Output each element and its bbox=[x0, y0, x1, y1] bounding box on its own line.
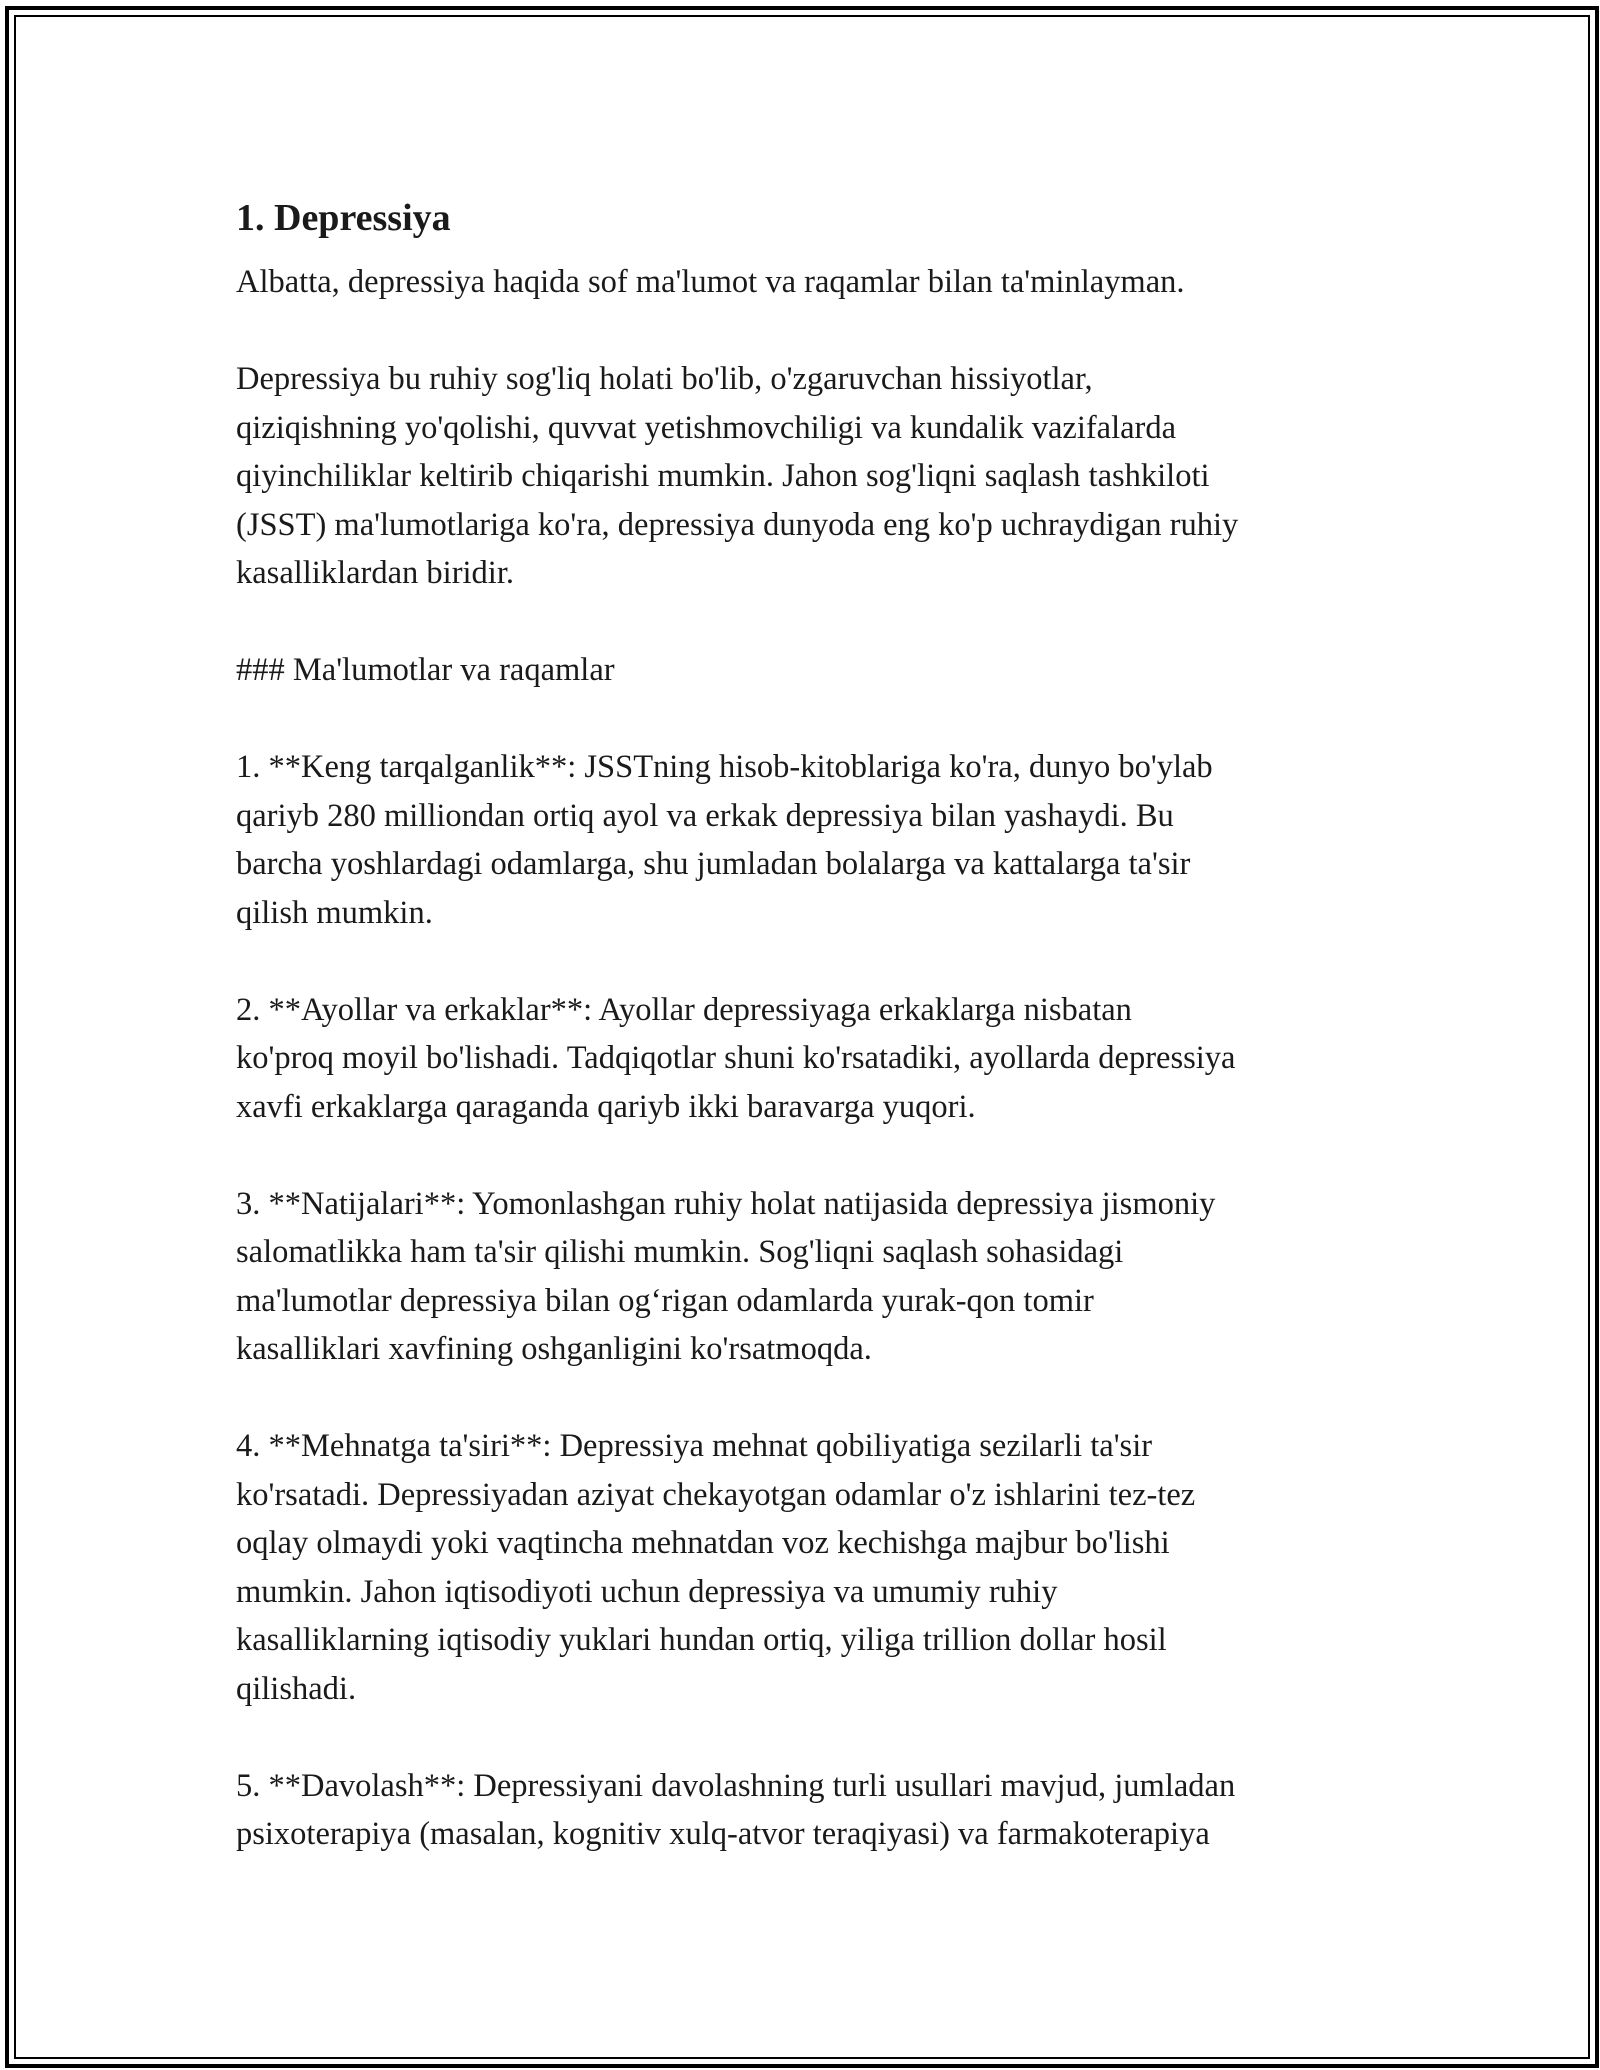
text-line: 2. **Ayollar va erkaklar**: Ayollar depressiyaga erkaklarga nisbatan bbox=[236, 991, 1132, 1028]
paragraph-item-5 bbox=[236, 1762, 1411, 1859]
text-line: qariyb 280 milliondan ortiq ayol va erkak depressiya bilan yashaydi. Bu bbox=[236, 797, 1174, 834]
paragraph-item-2 bbox=[236, 986, 1411, 1132]
text-line: salomatlikka ham ta'sir qilishi mumkin. Sog'liqni saqlash sohasidagi bbox=[236, 1234, 1124, 1270]
text-line: psixoterapiya (masalan, kognitiv xulq-atvor teraqiyasi) va farmakoterapiya bbox=[236, 1816, 1210, 1852]
text-line: kasalliklardan biridir. bbox=[236, 555, 514, 591]
text-line: mumkin. Jahon iqtisodiyoti uchun depressiya va umumiy ruhiy bbox=[236, 1573, 1058, 1610]
document-title: 1. Depressiya bbox=[236, 197, 451, 239]
text-line: ### Ma'lumotlar va raqamlar bbox=[236, 652, 615, 688]
text-line: qilishadi. bbox=[236, 1670, 357, 1707]
text-line: ko'proq moyil bo'lishadi. Tadqiqotlar shuni ko'rsatadiki, ayollarda depressiya bbox=[236, 1040, 1236, 1076]
paragraph-item-1 bbox=[236, 743, 1411, 937]
document-page bbox=[236, 180, 1411, 1907]
text-line: oqlay olmaydi yoki vaqtincha mehnatdan voz kechishga majbur bo'lishi bbox=[236, 1525, 1170, 1561]
text-line: ko'rsatadi. Depressiyadan aziyat chekayotgan odamlar o'z ishlarini tez-tez bbox=[236, 1476, 1196, 1513]
paragraph-definition bbox=[236, 355, 1411, 598]
text-line: (JSST) ma'lumotlariga ko'ra, depressiya dunyoda eng ko'p uchraydigan ruhiy bbox=[236, 506, 1239, 543]
text-line: ma'lumotlar depressiya bilan og‘rigan odamlarda yurak-qon tomir bbox=[236, 1282, 1094, 1319]
text-line: 4. **Mehnatga ta'siri**: Depressiya mehnat qobiliyatiga sezilarli ta'sir bbox=[236, 1428, 1153, 1464]
text-line: 1. **Keng tarqalganlik**: JSSTning hisob-kitoblariga ko'ra, dunyo bo'ylab bbox=[236, 749, 1213, 785]
paragraph-intro bbox=[236, 258, 1411, 307]
text-line: Depressiya bu ruhiy sog'liq holati bo'lib, o'zgaruvchan hissiyotlar, bbox=[236, 361, 1093, 397]
text-line: barcha yoshlardagi odamlarga, shu jumladan bolalarga va kattalarga ta'sir bbox=[236, 846, 1191, 882]
text-line: qiyinchiliklar keltirib chiqarishi mumkin. Jahon sog'liqni saqlash tashkiloti bbox=[236, 458, 1210, 494]
text-line: qiziqishning yo'qolishi, quvvat yetishmovchiligi va kundalik vazifalarda bbox=[236, 409, 1177, 446]
text-line: 5. **Davolash**: Depressiyani davolashning turli usullari mavjud, jumladan bbox=[236, 1767, 1236, 1804]
text-line: xavfi erkaklarga qaraganda qariyb ikki baravarga yuqori. bbox=[236, 1088, 976, 1125]
paragraph-section-heading bbox=[236, 646, 1411, 695]
text-line: qilish mumkin. bbox=[236, 894, 433, 931]
text-line: kasalliklari xavfining oshganligini ko'rsatmoqda. bbox=[236, 1331, 872, 1367]
text-line: Albatta, depressiya haqida sof ma'lumot va raqamlar bilan ta'minlayman. bbox=[236, 264, 1185, 300]
paragraph-item-3 bbox=[236, 1180, 1411, 1374]
paragraph-item-4 bbox=[236, 1422, 1411, 1713]
text-line: kasalliklarning iqtisodiy yuklari hundan ortiq, yiliga trillion dollar hosil bbox=[236, 1622, 1167, 1658]
text-line: 3. **Natijalari**: Yomonlashgan ruhiy holat natijasida depressiya jismoniy bbox=[236, 1185, 1216, 1222]
